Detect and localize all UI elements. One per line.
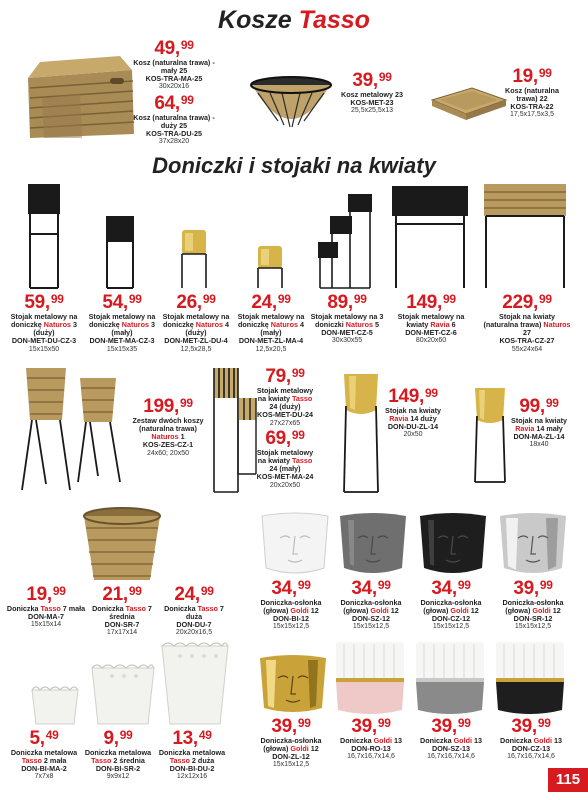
- product-naturos-4-maly: 24,99 Stojak metalowy na doniczkę Naturos 4 (mały) DON-MET-ZL-MA-4 12,5x20,5: [237, 292, 305, 353]
- stand-ravia-6-image: [388, 184, 472, 290]
- product-ravia-14-maly: 99,99 Stojak na kwiaty Ravia 14 mały DON-MA-ZL-14 18x40: [511, 396, 567, 449]
- product-goldi-13-ro: 39,99 Doniczka Goldi 13 DON-RO-13 16,7x16,7x14,6: [340, 716, 402, 761]
- face-pot-black-image: [416, 510, 490, 578]
- tray-basket-image: [428, 82, 508, 122]
- stand-tasso-24-image: [210, 364, 260, 494]
- section-title-baskets: Kosze Tasso: [218, 6, 370, 34]
- product-tasso-7-srednia: 21,99 Doniczka Tasso 7 średnia DON-SR-7 17x17x14: [92, 584, 152, 637]
- basket-set-naturos-1-image: [16, 364, 128, 494]
- product-tasso-2-mala: 5,49 Doniczka metalowa Tasso 2 mała DON-BI-MA-2 7x7x8: [10, 728, 78, 781]
- product-tasso-2-srednia: 9,99 Doniczka metalowa Tasso 2 średnia DON-BI-SR-2 9x9x12: [84, 728, 152, 781]
- stand-naturos-3-large-image: [22, 182, 66, 290]
- wicker-pot-tasso-7-image: [80, 506, 164, 584]
- face-pot-silver-image: [496, 510, 570, 578]
- stand-naturos-4-small-image: [252, 244, 288, 290]
- metal-basket-image: [248, 73, 334, 131]
- product-goldi-13-sz: 39,99 Doniczka Goldi 13 DON-SZ-13 16,7x16,7x14,6: [420, 716, 482, 761]
- face-pot-gray-image: [336, 510, 410, 578]
- product-ravia-14-duzy: 149,99 Stojak na kwiaty Ravia 14 duży DON-DU-ZL-14 20x50: [385, 386, 441, 439]
- product-goldi-12-zl: 39,99 Doniczka-osłonka (głowa) Goldi 12 DON-ZL-12 15x15x12,5: [260, 716, 322, 769]
- product-tasso-2-duza: 13,49 Doniczka metalowa Tasso 2 duża DON-BI-DU-2 12x12x16: [158, 728, 226, 781]
- product-zestaw-naturos-1: 199,99 Zestaw dwóch koszy (naturalna trawa) Naturos 1 KOS-ZES-CZ-1 24x60; 20x50: [132, 396, 204, 457]
- product-goldi-13-cz: 39,99 Doniczka Goldi 13 DON-CZ-13 16,7x16,7x14,6: [500, 716, 562, 761]
- stand-naturos-27-image: [478, 182, 572, 290]
- ribbed-pot-black-image: [492, 640, 568, 718]
- stand-ravia-14-small-image: [470, 384, 510, 484]
- ribbed-pot-pink-image: [332, 640, 408, 718]
- product-naturos-5: 89,99 Stojak metalowy na 3 doniczki Naturos 5 DON-MET-CZ-5 30x30x55: [310, 292, 384, 345]
- wicker-basket-image: [20, 48, 140, 140]
- product-ravia-6: 149,99 Stojak metalowy na kwiaty Ravia 6 DON-MET-CZ-6 80x20x60: [397, 292, 465, 345]
- product-kosz-metalowy-23: 39,99 Kosz metalowy 23 KOS-MET-23 25,5x25,5x13: [341, 70, 403, 115]
- product-naturos-3-duzy: 59,99 Stojak metalowy na doniczkę Naturos 3 (duży) DON-MET-DU-CZ-3 15x15x50: [10, 292, 78, 353]
- stand-naturos-4-large-image: [176, 228, 212, 290]
- product-kosz-22: 19,99 Kosz (naturalna trawa) 22 KOS-TRA-22 17,5x17,5x3,5: [505, 66, 559, 119]
- product-goldi-12-sr: 39,99 Doniczka-osłonka (głowa) Goldi 12 DON-SR-12 15x15x12,5: [502, 578, 564, 631]
- stand-naturos-5-image: [314, 192, 378, 290]
- product-goldi-12-bi: 34,99 Doniczka-osłonka (głowa) Goldi 12 DON-BI-12 15x15x12,5: [260, 578, 322, 631]
- product-naturos-27: 229,99 Stojak na kwiaty (naturalna trawa) Naturos 27 KOS-TRA-CZ-27 55x24x64: [483, 292, 571, 353]
- product-tasso-24-duzy: 79,99 Stojak metalowy na kwiaty Tasso 24 (duży) KOS-MET-DU-24 27x27x65: [256, 366, 314, 427]
- stand-naturos-3-small-image: [100, 214, 140, 290]
- ribbed-pot-gray-image: [412, 640, 488, 718]
- product-tasso-7-duza: 24,99 Doniczka Tasso 7 duża DON-DU-7 20x20x16,5: [164, 584, 224, 637]
- product-kosz-25-maly: 49,99 Kosz (naturalna trawa) - mały 25 KOS-TRA-MA-25 30x20x16: [133, 38, 215, 91]
- lace-metal-pots-tasso-2-image: [20, 640, 230, 726]
- stand-ravia-14-large-image: [338, 370, 384, 494]
- product-kosz-25-duzy: 64,99 Kosz (naturalna trawa) - duży 25 KOS-TRA-DU-25 37x28x20: [133, 93, 215, 146]
- face-pot-gold-image: [256, 652, 330, 716]
- product-tasso-24-maly: 69,99 Stojak metalowy na kwiaty Tasso 24 (mały) KOS-MET-MA-24 20x20x50: [256, 428, 314, 489]
- section-title-pots: Doniczki i stojaki na kwiaty: [152, 153, 436, 178]
- product-naturos-4-duzy: 26,99 Stojak metalowy na doniczkę Naturos 4 (duży) DON-MET-ZL-DU-4 12,5x28,5: [162, 292, 230, 353]
- product-tasso-7-mala: 19,99 Doniczka Tasso 7 mała DON-MA-7 15x15x14: [6, 584, 86, 629]
- face-pot-white-image: [258, 510, 332, 578]
- product-goldi-12-sz: 34,99 Doniczka-osłonka (głowa) Goldi 12 DON-SZ-12 15x15x12,5: [340, 578, 402, 631]
- product-goldi-12-cz: 34,99 Doniczka-osłonka (głowa) Goldi 12 DON-CZ-12 15x15x12,5: [420, 578, 482, 631]
- product-naturos-3-maly: 54,99 Stojak metalowy na doniczkę Naturos 3 (mały) DON-MET-MA-CZ-3 15x15x35: [88, 292, 156, 353]
- page-number: 115: [548, 768, 588, 792]
